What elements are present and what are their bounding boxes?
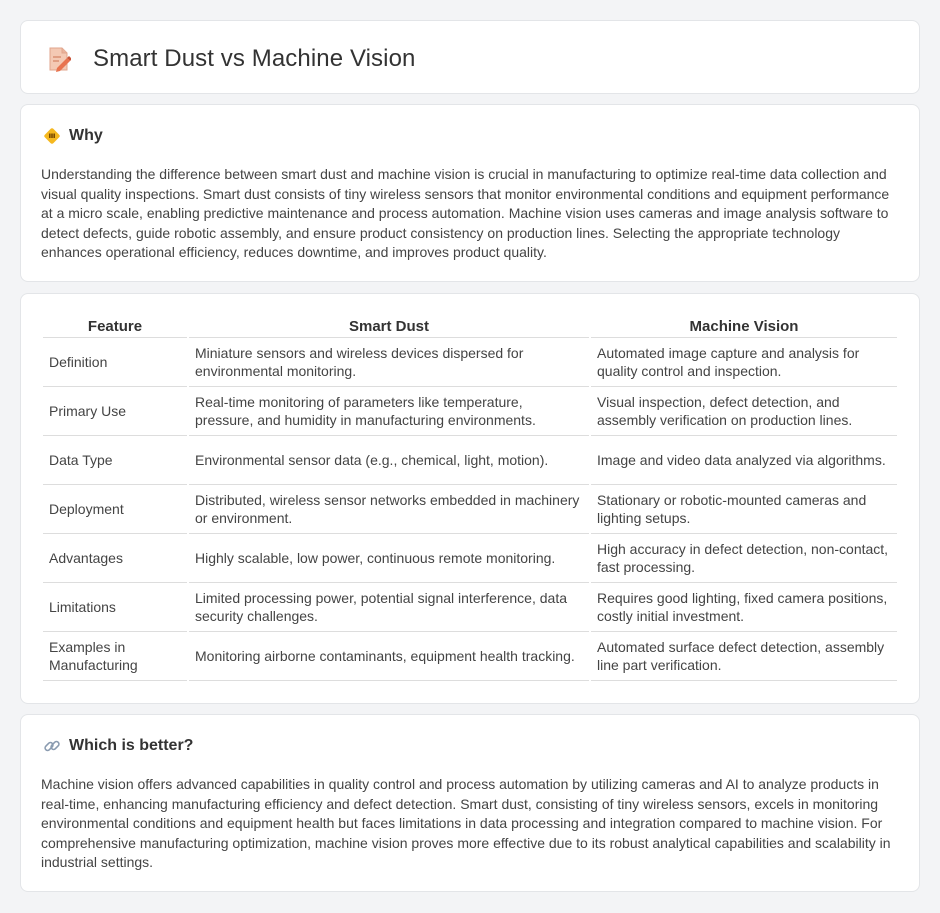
smart-dust-cell: Highly scalable, low power, continuous remote monitoring. (189, 534, 589, 583)
smart-dust-cell: Limited processing power, potential signal interference, data security challenges. (189, 583, 589, 632)
feature-cell: Advantages (43, 534, 187, 583)
why-section (20, 104, 920, 282)
column-header-smart-dust: Smart Dust (189, 316, 589, 338)
table-row (43, 485, 897, 534)
diamond-warning-icon (43, 127, 61, 145)
column-header-feature: Feature (43, 316, 187, 338)
machine-vision-cell: Automated image capture and analysis for quality control and inspection. (591, 338, 897, 387)
document-edit-icon (47, 46, 71, 72)
smart-dust-cell: Miniature sensors and wireless devices dispersed for environmental monitoring. (189, 338, 589, 387)
smart-dust-cell: Distributed, wireless sensor networks embedded in machinery or environment. (189, 485, 589, 534)
feature-cell: Primary Use (43, 387, 187, 436)
comparison-section (20, 293, 920, 704)
feature-cell: Limitations (43, 583, 187, 632)
why-text: Understanding the difference between smart dust and machine vision is crucial in manufacturing to optimize real-time data collection and visual quality inspections. Smart dust consists of tiny wireless sensors that monitor environmental conditions and equipment performance at a micro scale, enabling predictive maintenance and process automation. Machine vision uses cameras and image analysis software to detect defects, guide robotic assembly, and ensure product consistency on production lines. Selecting the appropriate technology enhances operational efficiency, reduces downtime, and improves product quality. (41, 166, 890, 261)
machine-vision-cell: Stationary or robotic-mounted cameras and lighting setups. (591, 485, 897, 534)
smart-dust-cell: Real-time monitoring of parameters like temperature, pressure, and humidity in manufacturing environments. (189, 387, 589, 436)
header-card (20, 20, 920, 94)
table-row (43, 583, 897, 632)
machine-vision-cell: Visual inspection, defect detection, and assembly verification on production lines. (591, 387, 897, 436)
page-title: Smart Dust vs Machine Vision (93, 45, 416, 72)
which-is-better-section (20, 714, 920, 892)
link-icon (43, 737, 61, 755)
machine-vision-cell: Image and video data analyzed via algorithms. (591, 436, 897, 485)
feature-cell: Definition (43, 338, 187, 387)
why-title: Why (69, 127, 103, 144)
better-heading (43, 737, 193, 755)
column-header-machine-vision: Machine Vision (591, 316, 897, 338)
smart-dust-cell: Monitoring airborne contaminants, equipment health tracking. (189, 632, 589, 681)
feature-cell: Examples in Manufacturing (43, 632, 187, 681)
table-row (43, 436, 897, 485)
smart-dust-cell: Environmental sensor data (e.g., chemical, light, motion). (189, 436, 589, 485)
table-header-row (43, 316, 897, 338)
machine-vision-cell: Requires good lighting, fixed camera positions, costly initial investment. (591, 583, 897, 632)
comparison-table (41, 316, 899, 681)
better-text: Machine vision offers advanced capabilities in quality control and process automation by utilizing cameras and AI to analyze products in real-time, enhancing manufacturing efficiency and defect detection. Smart dust, consisting of tiny wireless sensors, excels in monitoring environmental conditions and equipment health but faces limitations in data processing and integration compared to machine vision. For comprehensive manufacturing optimization, machine vision proves more effective due to its robust analytical capabilities and scalability in industrial settings. (41, 776, 891, 871)
header-row (47, 45, 415, 73)
why-heading (43, 127, 103, 145)
feature-cell: Data Type (43, 436, 187, 485)
machine-vision-cell: Automated surface defect detection, assembly line part verification. (591, 632, 897, 681)
machine-vision-cell: High accuracy in defect detection, non-contact, fast processing. (591, 534, 897, 583)
table-row (43, 534, 897, 583)
better-title: Which is better? (69, 737, 194, 754)
table-row (43, 387, 897, 436)
table-row (43, 338, 897, 387)
table-row (43, 632, 897, 681)
feature-cell: Deployment (43, 485, 187, 534)
